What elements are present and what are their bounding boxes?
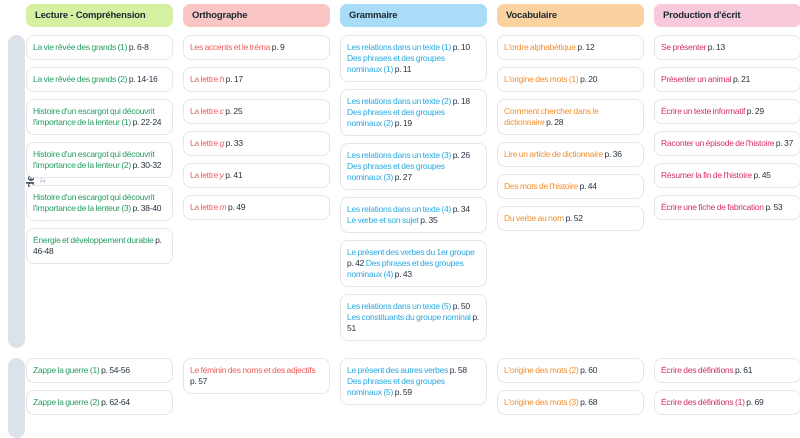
lesson-title: Les relations dans un texte (5) [347, 301, 452, 311]
lesson-card[interactable] [654, 35, 800, 60]
page-ref: p. 45 [751, 170, 771, 180]
page-ref: p. 27 [393, 172, 412, 182]
lesson-title: Zappe la guerre (2) [33, 397, 100, 407]
lesson-title: Écrire une fiche de fabrication [661, 202, 764, 212]
lesson-card[interactable] [497, 174, 644, 199]
page-ref: p. 30-32 [130, 160, 162, 170]
lesson-title: La lettre [190, 202, 220, 212]
page-ref: p. 58 [448, 365, 467, 375]
column-header-production-ecrit: Production d'écrit [654, 4, 800, 27]
lesson-card[interactable] [26, 67, 173, 92]
lesson-title: Les relations dans un texte (2) [347, 96, 452, 106]
lesson-title: c [219, 106, 224, 116]
page-ref: p. 61 [733, 365, 753, 375]
lesson-title: Histoire d'un escargot qui découvrit l'importance de la lenteur (3) [33, 192, 155, 213]
page-ref: p. 38-40 [130, 203, 162, 213]
page-ref: p. 18 [451, 96, 470, 106]
lesson-title: La lettre [190, 138, 220, 148]
lesson-title: La vie rêvée des grands (2) [33, 74, 128, 84]
lesson-card[interactable] [497, 142, 644, 167]
lesson-title: L'origine des mots (1) [504, 74, 579, 84]
page-ref: p. 21 [731, 74, 751, 84]
column-vocabulaire [497, 35, 644, 231]
lesson-title: y [219, 170, 224, 180]
column-orthographe [183, 35, 330, 220]
page-ref: p. 60 [578, 365, 598, 375]
lesson-card[interactable] [497, 390, 644, 415]
lesson-title: L'origine des mots (2) [504, 365, 579, 375]
period-1-section [26, 35, 800, 350]
page-ref: p. 25 [223, 106, 243, 116]
lesson-title: Histoire d'un escargot qui découvrit l'importance de la lenteur (2) [33, 149, 155, 170]
lesson-title: Histoire d'un escargot qui découvrit l'importance de la lenteur (1) [33, 106, 155, 127]
page-ref: p. 19 [393, 118, 412, 128]
page-ref: p. 11 [393, 64, 412, 74]
column-grammaire [340, 358, 487, 405]
lesson-title: Le présent des verbes du 1er groupe [347, 247, 475, 257]
lesson-title: Des phrases et des groupes nominaux (1) [347, 53, 445, 74]
column-grammaire [340, 35, 487, 341]
page-ref: p. 35 [418, 215, 438, 225]
lesson-card[interactable] [26, 35, 173, 60]
lesson-title: Les relations dans un texte (4) [347, 204, 452, 214]
page-ref: p. 14-16 [127, 74, 158, 84]
page-ref: p. 29 [745, 106, 764, 116]
column-header-grammaire: Grammaire [340, 4, 487, 27]
lesson-card[interactable] [654, 163, 800, 188]
page-ref: p. 69 [744, 397, 764, 407]
lesson-title: L'ordre alphabétique [504, 42, 576, 52]
lesson-title: Écrire des définitions (1) [661, 397, 745, 407]
column-production-ecrit [654, 358, 800, 415]
lesson-card[interactable] [26, 228, 173, 264]
lesson-title: Le présent des autres verbes [347, 365, 449, 375]
page-ref: p. 46-48 [33, 235, 162, 256]
page-ref: p. 42 [347, 258, 366, 268]
page-ref: p. 51 [347, 312, 479, 333]
column-header-lecture-comprehension: Lecture - Compréhension [26, 4, 173, 27]
lesson-card[interactable] [183, 131, 330, 156]
lesson-card[interactable] [26, 142, 173, 178]
lesson-card[interactable] [183, 195, 330, 220]
lesson-title: h [219, 74, 225, 84]
lesson-title: Écrire un texte informatif [661, 106, 746, 116]
period-1-bar [8, 35, 25, 348]
page-ref: p. 6-8 [127, 42, 149, 52]
lesson-card[interactable] [183, 35, 330, 60]
planning-grid [26, 4, 800, 415]
lesson-title: Écrire des définitions [661, 365, 734, 375]
lesson-card[interactable] [26, 390, 173, 415]
column-lecture-comprehension [26, 358, 173, 415]
lesson-card[interactable] [340, 358, 487, 405]
page-ref: p. 62-64 [99, 397, 130, 407]
lesson-card[interactable] [654, 67, 800, 92]
page-ref: p. 37 [774, 138, 794, 148]
lesson-card[interactable] [497, 99, 644, 135]
lesson-title: Des phrases et des groupes nominaux (4) [347, 258, 464, 279]
lesson-title: Le verbe et son sujet [347, 215, 419, 225]
column-orthographe [183, 358, 330, 394]
lesson-card[interactable] [654, 195, 800, 220]
lesson-title: La lettre [190, 74, 220, 84]
page-ref: p. 68 [578, 397, 598, 407]
lesson-card[interactable] [340, 143, 487, 190]
page-ref: p. 59 [393, 387, 412, 397]
lesson-title: Raconter un épisode de l'histoire [661, 138, 775, 148]
page-ref: p. 50 [451, 301, 470, 311]
lesson-card[interactable] [26, 358, 173, 383]
column-header-orthographe: Orthographe [183, 4, 330, 27]
lesson-title: La lettre [190, 106, 220, 116]
page-ref: p. 26 [451, 150, 470, 160]
page-ref: p. 54-56 [99, 365, 130, 375]
page-ref: p. 36 [602, 149, 622, 159]
lesson-title: Les relations dans un texte (3) [347, 150, 452, 160]
lesson-card[interactable] [497, 206, 644, 231]
lesson-title: Zappe la guerre (1) [33, 365, 100, 375]
lesson-card[interactable] [26, 185, 173, 221]
page-ref: p. 12 [575, 42, 595, 52]
column-lecture-comprehension [26, 35, 173, 264]
lesson-title: La vie rêvée des grands (1) [33, 42, 128, 52]
lesson-card[interactable] [340, 197, 487, 233]
page-ref: p. 57 [190, 376, 208, 386]
page-ref: p. 20 [578, 74, 598, 84]
lesson-card[interactable] [183, 163, 330, 188]
lesson-card[interactable] [26, 99, 173, 135]
page-ref: p. 44 [578, 181, 597, 191]
page-ref: p. 53 [763, 202, 783, 212]
lesson-card[interactable] [654, 131, 800, 156]
lesson-title: Les accents et le tréma [190, 42, 271, 52]
lesson-card[interactable] [654, 390, 800, 415]
lesson-title: Des phrases et des groupes nominaux (2) [347, 107, 445, 128]
page-ref: p. 49 [226, 202, 246, 212]
lesson-title: Énergie et développement durable [33, 235, 154, 245]
lesson-title: Comment chercher dans le dictionnaire [504, 106, 599, 127]
lesson-card[interactable] [497, 358, 644, 383]
lesson-card[interactable] [183, 67, 330, 92]
lesson-title: Les constituants du groupe nominal [347, 312, 471, 322]
lesson-card[interactable] [183, 99, 330, 124]
lesson-title: Présenter un animal [661, 74, 732, 84]
lesson-title: Les relations dans un texte (1) [347, 42, 452, 52]
page-ref: p. 41 [223, 170, 243, 180]
lesson-title: Lire un article de dictionnaire [504, 149, 603, 159]
page-ref: p. 9 [270, 42, 285, 52]
page-ref: p. 34 [451, 204, 470, 214]
lesson-card[interactable] [340, 240, 487, 287]
column-headers-row [26, 4, 800, 27]
lesson-title: Du verbe au nom [504, 213, 564, 223]
lesson-title: Des mots de l'histoire [504, 181, 578, 191]
lesson-title: m [219, 202, 227, 212]
page-ref: p. 22-24 [130, 117, 162, 127]
lesson-title: g [219, 138, 225, 148]
lesson-title: Des phrases et des groupes nominaux (5) [347, 376, 445, 397]
page-ref: p. 17 [224, 74, 243, 84]
period-2-bar [8, 358, 25, 438]
page-ref: p. 10 [451, 42, 470, 52]
lesson-card[interactable] [497, 35, 644, 60]
lesson-card[interactable] [654, 358, 800, 383]
column-vocabulaire [497, 358, 644, 415]
page-ref: p. 52 [563, 213, 583, 223]
lesson-card[interactable] [654, 99, 800, 124]
period-2-section [26, 358, 800, 415]
lesson-card[interactable] [183, 358, 330, 394]
lesson-title: L'origine des mots (3) [504, 397, 579, 407]
page-ref: p. 33 [224, 138, 243, 148]
lesson-title: Résumer la fin de l'histoire [661, 170, 752, 180]
page-ref: p. 28 [544, 117, 564, 127]
lesson-card[interactable] [340, 89, 487, 136]
lesson-card[interactable] [340, 294, 487, 341]
column-production-ecrit [654, 35, 800, 220]
lesson-title: Des phrases et des groupes nominaux (3) [347, 161, 445, 182]
lesson-card[interactable] [340, 35, 487, 82]
lesson-title: Se présenter [661, 42, 707, 52]
lesson-title: Le féminin des noms et des adjectifs [190, 365, 316, 375]
column-header-vocabulaire: Vocabulaire [497, 4, 644, 27]
page-ref: p. 13 [706, 42, 725, 52]
lesson-title: La lettre [190, 170, 220, 180]
lesson-card[interactable] [497, 67, 644, 92]
page-ref: p. 43 [393, 269, 412, 279]
